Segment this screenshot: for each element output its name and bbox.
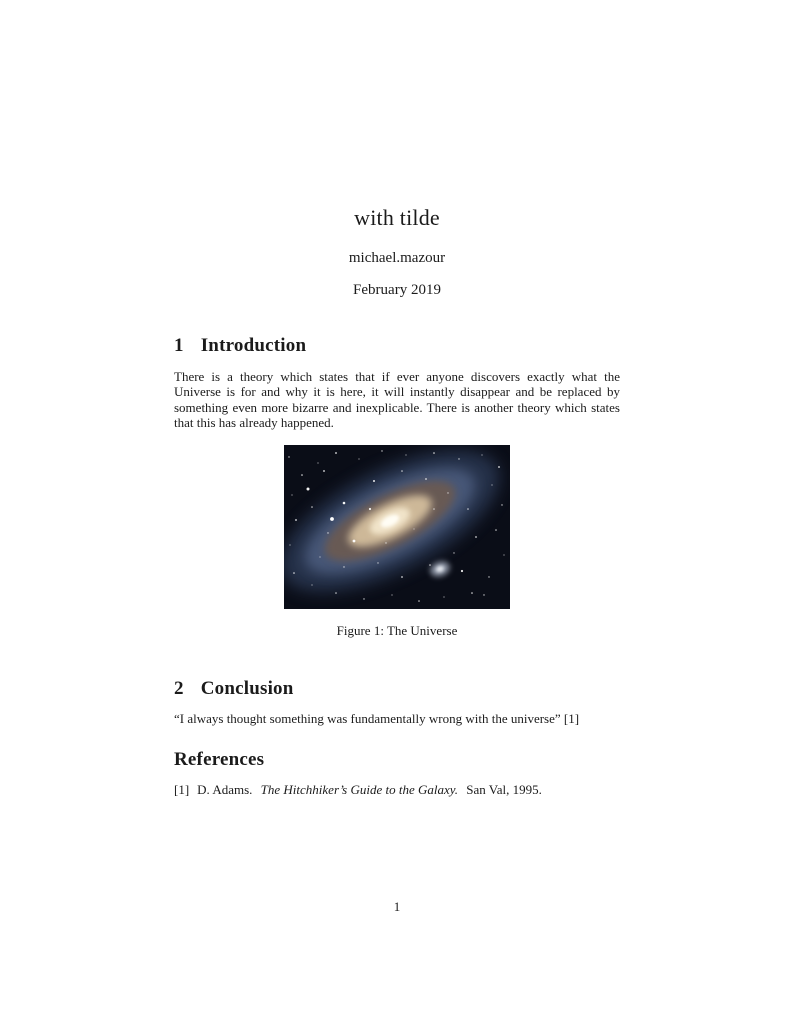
figure-universe — [284, 445, 510, 609]
introduction-paragraph: There is a theory which states that if ever anyone discovers exactly what the Universe is for and why it is here, it will instantly disappear and be replaced by something even more bizarre and inexplicable. There is another theory which states that this has already happened. — [174, 369, 620, 431]
document-title: with tilde — [354, 205, 440, 230]
section-title: Conclusion — [200, 678, 294, 699]
section-title: Introduction — [200, 335, 307, 356]
figure-caption: Figure 1: The Universe — [336, 623, 458, 638]
reference-title: The Hitchhiker’s Guide to the Galaxy. — [260, 782, 459, 797]
document-date: February 2019 — [353, 282, 441, 298]
references-heading: References — [174, 749, 265, 770]
reference-item — [174, 782, 620, 797]
document-author: michael.mazour — [348, 250, 446, 266]
reference-text — [197, 782, 542, 797]
reference-authors: D. Adams. — [197, 782, 253, 797]
reference-label: [1] — [174, 782, 190, 797]
reference-publisher: San Val, 1995. — [466, 782, 542, 797]
section-number: 2 — [174, 678, 184, 699]
section-number: 1 — [174, 335, 184, 356]
galaxy-image — [284, 445, 510, 609]
page-number: 1 — [393, 899, 401, 914]
section-heading-conclusion — [174, 678, 620, 700]
conclusion-paragraph: “I always thought something was fundamentally wrong with the universe” [1] — [174, 711, 580, 726]
section-heading-introduction — [174, 335, 620, 357]
